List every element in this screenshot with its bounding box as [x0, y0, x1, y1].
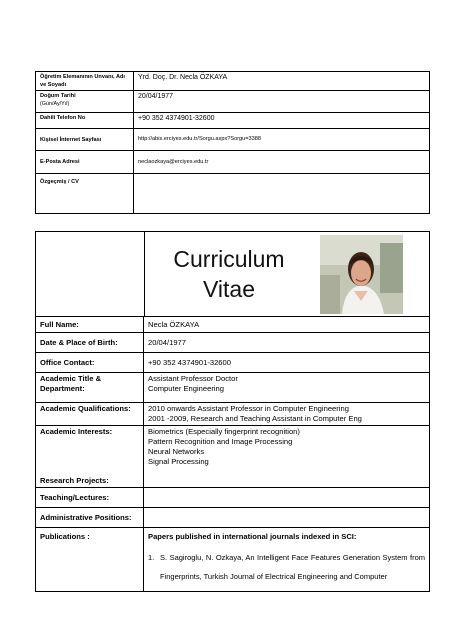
cv-title-line-2: Vitae: [202, 276, 255, 302]
admin-label-cell: [36, 508, 144, 528]
interest-item: Signal Processing: [148, 457, 209, 466]
dob-value-cell: [134, 91, 430, 113]
academic-title-label-1: Academic Title &: [40, 374, 102, 383]
name-value-cell: [134, 72, 430, 91]
projects-label: Research Projects:: [40, 476, 109, 485]
name-value: Yrd. Doç. Dr. Necla ÖZKAYA: [138, 74, 228, 81]
qualification-line: 2010 onwards Assistant Professor in Computer Engineering: [148, 404, 349, 413]
admin-label: Administrative Positions:: [40, 512, 132, 522]
dob-sublabel: (Gün/Ay/Yıl): [40, 101, 70, 107]
name-label-cell: [36, 72, 134, 91]
publications-label-cell: [36, 528, 144, 592]
email-link[interactable]: neclaozkaya@erciyes.edu.tr: [138, 158, 209, 165]
info-table: [35, 71, 430, 214]
qualifications-label-cell: [36, 403, 144, 426]
interest-item: Biometrics (Especially fingerprint recognition): [148, 427, 300, 436]
full-name-label-cell: [36, 317, 144, 333]
phone-label: Dahili Telefon No: [40, 115, 86, 121]
birth-value: 20/04/1977: [148, 337, 187, 347]
qualification-line: 2001 -2009, Research and Teaching Assistant in Computer Eng: [148, 414, 362, 423]
interests-label: Academic Interests:: [40, 427, 113, 436]
cv-title-line-1: Curriculum: [173, 246, 285, 272]
birth-value-cell: [144, 333, 430, 353]
admin-value-cell: [144, 508, 430, 528]
office-value: +90 352 4374901-32600: [148, 357, 231, 367]
publication-text: S. Sagiroglu, N. Ozkaya, An Intelligent Face Features Generation System from Fingerprints, Turkish Journal of Electrical Engineering and Computer: [160, 553, 425, 581]
email-label: E-Posta Adresi: [40, 159, 80, 165]
cv-header-cell: [36, 232, 430, 317]
full-name-value: Necla ÖZKAYA: [148, 319, 200, 329]
interest-item: Neural Networks: [148, 447, 205, 456]
office-label: Office Contact:: [40, 357, 95, 367]
email-value-cell: [134, 151, 430, 174]
full-name-value-cell: [144, 317, 430, 333]
academic-title-value: Assistant Professor Doctor: [148, 374, 238, 383]
publication-item: [148, 548, 425, 586]
teaching-value-cell: [144, 488, 430, 508]
academic-title-label-cell: [36, 373, 144, 403]
email-label-cell: [36, 151, 134, 174]
publications-value-cell: [144, 528, 430, 592]
phone-label-cell: [36, 113, 134, 129]
interest-item: Pattern Recognition and Image Processing: [148, 437, 293, 446]
homepage-label-cell: [36, 129, 134, 151]
office-value-cell: [144, 353, 430, 373]
publication-number: 1.: [148, 553, 155, 562]
cv-label: Özgeçmiş / CV: [40, 179, 79, 185]
qualifications-label: Academic Qualifications:: [40, 404, 131, 413]
department-value: Computer Engineering: [148, 384, 224, 393]
dob-value: 20/04/1977: [138, 93, 174, 100]
cv-title: [144, 244, 314, 304]
dob-label-cell: [36, 91, 134, 113]
interests-label-cell: [36, 426, 144, 469]
publications-label: Publications :: [40, 532, 90, 541]
profile-photo: [320, 235, 403, 314]
homepage-label: Kişisel İnternet Sayfası: [40, 136, 102, 143]
cv-table: [35, 231, 430, 592]
cv-label-cell: [36, 174, 134, 214]
office-label-cell: [36, 353, 144, 373]
academic-title-label-2: Department:: [40, 384, 85, 393]
name-label: Öğretim Elemanının Unvanı, Adı ve Soyadı: [40, 74, 125, 88]
phone-value-cell: [134, 113, 430, 129]
teaching-label-cell: [36, 488, 144, 508]
phone-value: +90 352 4374901-32600: [138, 115, 215, 122]
full-name-label: Full Name:: [40, 319, 79, 329]
projects-value-cell: [144, 469, 430, 488]
birth-label: Date & Place of Birth:: [40, 337, 118, 347]
homepage-value-cell: [134, 129, 430, 151]
dob-label: Doğum Tarihi: [40, 93, 76, 99]
publications-heading: Papers published in international journals indexed in SCI:: [148, 532, 357, 541]
cv-value-cell: [134, 174, 430, 214]
teaching-label: Teaching/Lectures:: [40, 492, 110, 502]
academic-title-value-cell: [144, 373, 430, 403]
homepage-link[interactable]: http://abis.erciyes.edu.tr/Sorgu.aspx?Sorgu=3388: [138, 136, 261, 142]
interests-value-cell: [144, 426, 430, 469]
projects-label-cell: [36, 469, 144, 488]
qualifications-value-cell: [144, 403, 430, 426]
birth-label-cell: [36, 333, 144, 353]
